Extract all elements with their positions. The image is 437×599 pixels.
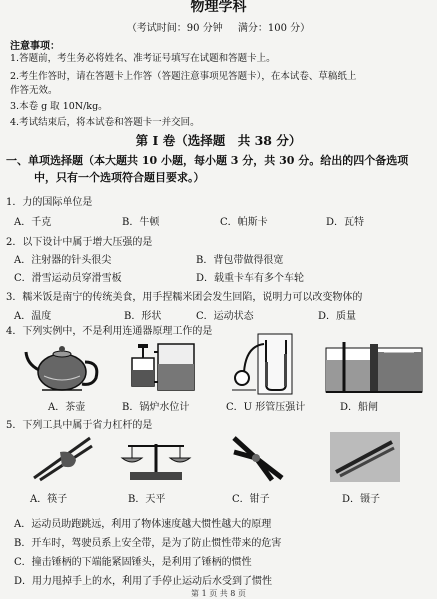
part-heading: 第 I 卷（选择题 共 38 分）: [135, 133, 302, 148]
notice-item: 3.本卷 g 取 10N/kg。: [10, 101, 108, 112]
option-a: A．千克: [14, 217, 52, 228]
option-d: D．质量: [318, 311, 357, 322]
exam-time: （考试时间：90 分钟: [126, 23, 223, 34]
teapot-figure: [22, 338, 104, 396]
figure-caption: B．天平: [128, 494, 166, 505]
option-a: A．温度: [14, 311, 52, 322]
option-c: C．滑雪运动员穿滑雪板: [14, 273, 122, 284]
question-stem: 4．下列实例中，不是利用连通器原理工作的是: [6, 326, 213, 337]
section-heading: [6, 152, 434, 186]
balance-figure: [120, 432, 192, 482]
notice-item: 1.答题前，考生务必将姓名、准考证号填写在试题和答题卡上。: [10, 53, 276, 64]
question-stem: 5．下列工具中属于省力杠杆的是: [6, 420, 153, 431]
exam-info: [0, 19, 437, 34]
question-stem: 2．以下设计中属于增大压强的是: [6, 237, 153, 248]
option-d: D．载重卡车有多个车轮: [196, 273, 305, 284]
page-footer: 第 1 页 共 8 页: [191, 589, 246, 598]
section-heading-line: 一、单项选择题（本大题共 10 小题，每小题 3 分，共 30 分。给出的四个备选项: [6, 154, 409, 167]
figure-caption: D．船闸: [340, 402, 379, 413]
figure-caption: C．U 形管压强计: [226, 402, 306, 413]
option-c: C．撞击锤柄的下端能紧固锤头，是利用了锤柄的惯性: [14, 557, 252, 568]
option-d: D．瓦特: [326, 217, 365, 228]
chopsticks-figure: [30, 432, 94, 482]
figure-caption: C．钳子: [232, 494, 270, 505]
option-a: A．运动员助跑跳远，利用了物体速度越大惯性越大的原理: [14, 519, 272, 530]
pliers-figure: [226, 432, 292, 482]
u-tube-manometer-figure: [228, 332, 298, 398]
question-stem: 1．力的国际单位是: [6, 197, 93, 208]
page-title: 物理学科: [190, 0, 247, 15]
figure-caption: B．锅炉水位计: [122, 402, 190, 413]
question-stem: 3．糯米饭是南宁的传统美食，用手捏糯米团会发生回陷，说明力可以改变物体的: [6, 292, 363, 303]
option-c: C．帕斯卡: [220, 217, 268, 228]
ship-lock-figure: [324, 338, 424, 396]
option-b: B．牛顿: [122, 217, 160, 228]
option-a: A．注射器的针头很尖: [14, 255, 112, 266]
option-b: B．形状: [124, 311, 162, 322]
figure-caption: A．筷子: [30, 494, 68, 505]
option-b: B．背包带做得很宽: [196, 255, 284, 266]
notice-item: 作答无效。: [10, 85, 58, 96]
boiler-gauge-figure: [128, 338, 198, 396]
notice-item: 4.考试结束后，将本试卷和答题卡一并交回。: [10, 117, 200, 128]
option-b: B．开车时，驾驶员系上安全带，是为了防止惯性带来的危害: [14, 538, 282, 549]
section-heading-line: 中，只有一个选项符合题目要求。）: [34, 171, 205, 184]
tweezers-figure: [330, 432, 400, 482]
option-d: D．用力甩掉手上的水，利用了手停止运动后水受到了惯性: [14, 576, 273, 587]
notice-item: 2.考生作答时，请在答题卡上作答（答题注意事项见答题卡），在本试卷、草稿纸上: [10, 71, 357, 82]
notice-heading: 注意事项：: [10, 41, 60, 52]
figure-caption: D．镊子: [342, 494, 381, 505]
option-c: C．运动状态: [196, 311, 254, 322]
full-score: 满分：100 分）: [237, 23, 311, 34]
figure-caption: A．茶壶: [48, 402, 86, 413]
